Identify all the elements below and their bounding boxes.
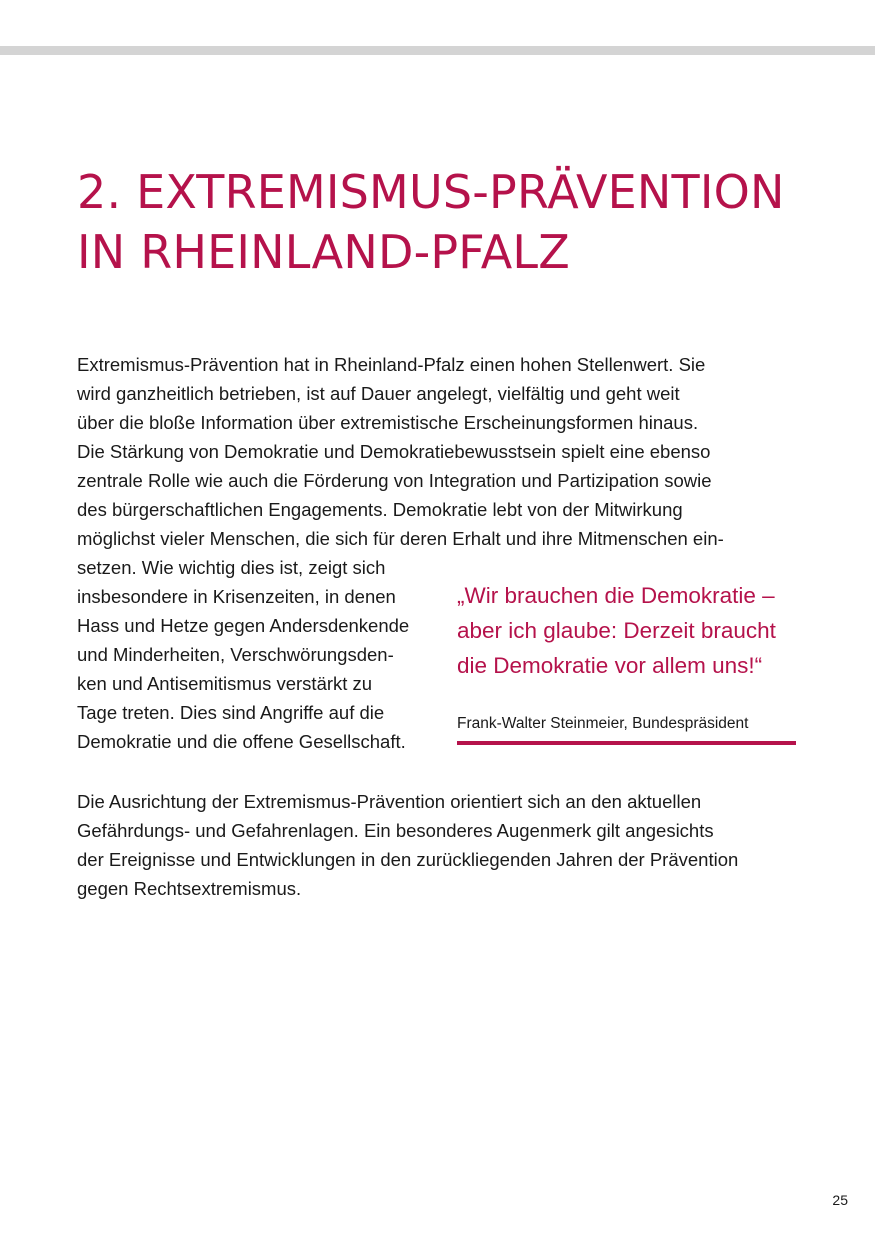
- text-line: Demokratie und die offene Gesellschaft.: [77, 731, 406, 752]
- closing-paragraph: [77, 787, 797, 903]
- text-line: wird ganzheitlich betrieben, ist auf Dauer angelegt, vielfältig und geht weit: [77, 383, 680, 404]
- top-divider: [0, 46, 875, 55]
- text-line: Die Ausrichtung der Extremismus-Prävention orientiert sich an den aktuellen: [77, 791, 702, 812]
- text-line: setzen. Wie wichtig dies ist, zeigt sich: [77, 557, 386, 578]
- quote-line: die Demokratie vor allem uns!“: [457, 653, 763, 678]
- intro-paragraph: [77, 350, 797, 553]
- text-line: insbesondere in Krisenzeiten, in denen: [77, 586, 396, 607]
- narrow-paragraph: [77, 553, 437, 756]
- text-line: des bürgerschaftlichen Engagements. Demokratie lebt von der Mitwirkung: [77, 499, 683, 520]
- chapter-title-line: IN RHEINLAND-PFALZ: [77, 225, 570, 279]
- chapter-title: [77, 162, 837, 282]
- page-number: 25: [832, 1192, 848, 1208]
- text-line: möglichst vieler Menschen, die sich für deren Erhalt und ihre Mitmenschen ein-: [77, 528, 724, 549]
- text-line: Extremismus-Prävention hat in Rheinland-Pfalz einen hohen Stellenwert. Sie: [77, 354, 706, 375]
- pull-quote: [457, 578, 796, 745]
- text-line: der Ereignisse und Entwicklungen in den zurückliegenden Jahren der Prävention: [77, 849, 739, 870]
- text-line: gegen Rechtsextremismus.: [77, 878, 302, 899]
- text-line: Die Stärkung von Demokratie und Demokratiebewusstsein spielt eine ebenso: [77, 441, 711, 462]
- quote-attribution: Frank-Walter Steinmeier, Bundespräsident: [457, 715, 749, 732]
- text-line: ken und Antisemitismus verstärkt zu: [77, 673, 373, 694]
- quote-line: aber ich glaube: Derzeit braucht: [457, 618, 776, 643]
- chapter-title-line: 2. EXTREMISMUS-PRÄVENTION: [77, 165, 785, 219]
- text-line: über die bloße Information über extremistische Erscheinungsformen hinaus.: [77, 412, 699, 433]
- text-line: Gefährdungs- und Gefahrenlagen. Ein besonderes Augenmerk gilt angesichts: [77, 820, 714, 841]
- text-line: Hass und Hetze gegen Andersdenkende: [77, 615, 410, 636]
- text-line: zentrale Rolle wie auch die Förderung von Integration und Partizipation sowie: [77, 470, 712, 491]
- quote-underline: [457, 741, 796, 745]
- text-line: Tage treten. Dies sind Angriffe auf die: [77, 702, 385, 723]
- quote-text: [457, 578, 796, 683]
- text-line: und Minderheiten, Verschwörungsden-: [77, 644, 394, 665]
- quote-line: „Wir brauchen die Demokratie –: [457, 583, 775, 608]
